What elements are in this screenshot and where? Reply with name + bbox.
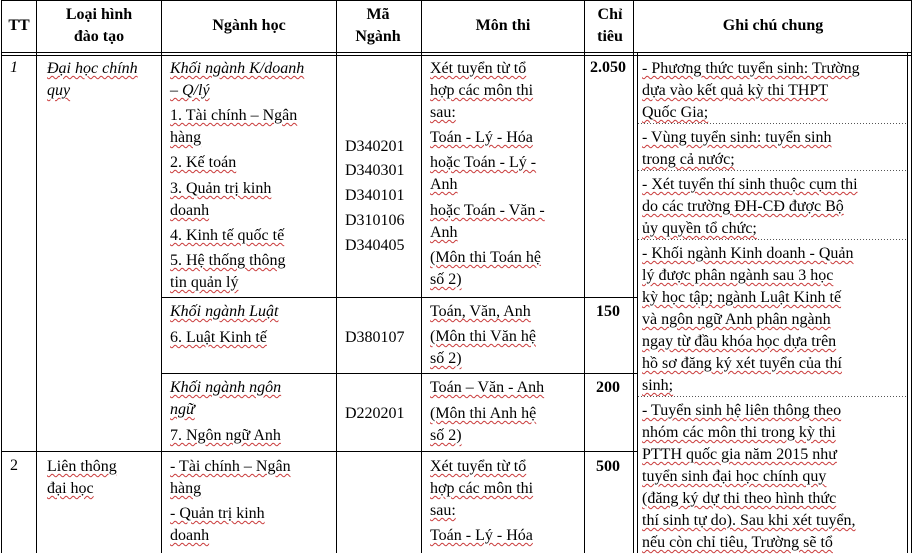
major-item-line: - Tài chính – Ngân [170, 458, 291, 475]
table-border-tt [36, 0, 37, 553]
mon-thi-line: Anh [430, 224, 458, 241]
ghi-chu-line: nhóm các môn thi trong kỳ thi [642, 424, 836, 441]
ghi-chu-line: - Tuyển sinh hệ liên thông theo [642, 402, 842, 419]
header-mon-thi: Môn thi [475, 17, 531, 34]
ghi-chu-line: kỳ học tập; ngành Luật Kinh tế [642, 289, 842, 306]
major-item-line: tin quản lý [170, 274, 239, 291]
ghi-chu-line: - Xét tuyển thí sinh thuộc cụm thi [642, 176, 858, 193]
major-item-line: 7. Ngôn ngữ Anh [170, 427, 281, 444]
ghi-chu-line: - Phương thức tuyển sinh: Trường [642, 60, 860, 77]
group-title-line: ngữ [170, 401, 195, 418]
ghi-chu-line: do các trường ĐH-CĐ được Bộ [642, 198, 844, 215]
group-title-line: Khối ngành K/doanh [170, 60, 305, 77]
table-border-chi-tieu-a [633, 0, 634, 553]
mon-thi-line: sau: [430, 104, 456, 121]
ma-nganh-code: D310106 [345, 212, 405, 229]
table-border-ma-nganh [421, 0, 422, 553]
mon-thi-line: Toán - Lý - Hóa [430, 527, 533, 544]
mon-thi-line: Toán - Lý - Hóa [430, 129, 533, 146]
mon-thi-line: Toán, Văn, Anh [430, 303, 531, 320]
header-ma-nganh: Mã Ngành [355, 6, 401, 45]
ghi-chu-line: dựa vào kết quả kỳ thi THPT [642, 82, 829, 99]
major-item-line: 2. Kế toán [170, 154, 237, 171]
ghi-chu-line: nếu còn chỉ tiêu, Trường sẽ tổ [642, 534, 833, 551]
ghi-chu-line: thí sinh tự do). Sau khi xét tuyển, [642, 512, 856, 529]
row-2-tt: 2 [10, 457, 18, 474]
ghi-chu-line: và ngôn ngữ Anh phân ngành [642, 311, 831, 328]
ma-nganh-code: D340405 [345, 237, 405, 254]
group-title-line: Khối ngành Luật [170, 303, 279, 320]
ma-nganh-code: D220201 [345, 405, 405, 422]
row-2-loai-hinh-line: Liên thông [47, 458, 117, 475]
major-item-line: hàng [170, 480, 202, 497]
ghi-chu-line: - Khối ngành Kinh doanh - Quản [642, 245, 854, 262]
table-border-right-inner [907, 52, 908, 553]
table-border-nganh-hoc [336, 0, 337, 553]
mon-thi-line: (Môn thi Anh hệ [430, 405, 537, 422]
header-bottom-border-2 [1, 55, 912, 56]
major-item-line: 3. Quản trị kinh [170, 180, 272, 197]
ma-nganh-code: D340101 [345, 187, 405, 204]
table-border-right [911, 0, 912, 553]
group-title-line: Khối ngành ngôn [170, 379, 282, 396]
mon-thi-line: sau: [430, 502, 456, 519]
header-ghi-chu: Ghi chú chung [722, 17, 824, 34]
mon-thi-line: hoặc Toán - Lý - [430, 154, 537, 171]
header-loai-hinh: Loại hình đào tạo [65, 6, 133, 45]
major-item-line: doanh [170, 202, 210, 219]
ghi-chu-line: lý được phân ngành sau 3 học [642, 267, 834, 284]
chi-tieu-value: 200 [596, 379, 620, 396]
row-1-tt: 1 [10, 59, 18, 76]
group-title-line: – Q/lý [170, 82, 210, 99]
ghi-chu-line: tuyển sinh đại học chính quy [642, 468, 827, 485]
ghi-chu-line: - Vùng tuyển sinh: tuyển sinh [642, 129, 832, 146]
table-border-loai-hinh [161, 0, 162, 553]
ma-nganh-code: D340201 [345, 138, 405, 155]
mon-thi-line: (Môn thi Văn hệ [430, 328, 536, 345]
mon-thi-line: Xét tuyển từ tổ [430, 458, 527, 475]
ghi-chu-line: ủy quyền tổ chức; [642, 220, 757, 237]
major-item-line: 5. Hệ thống thông [170, 252, 286, 269]
row-divider-luat [161, 297, 637, 298]
row-1-loai-hinh-line: quy [47, 82, 71, 99]
chi-tieu-value: 500 [596, 458, 620, 475]
header-bottom-border [1, 52, 912, 53]
row-2-loai-hinh-line: đại học [47, 480, 94, 497]
mon-thi-line: Xét tuyển từ tổ [430, 60, 527, 77]
major-item-line: 1. Tài chính – Ngân [170, 107, 298, 124]
ghi-chu-line: trong cả nước; [642, 151, 735, 168]
ghi-chu-line: ngay từ đầu khóa học dựa trên [642, 333, 837, 350]
mon-thi-line: Anh [430, 176, 458, 193]
row-divider-lien-thong [1, 451, 637, 452]
row-divider-ngon-ngu [161, 373, 637, 374]
major-item-line: - Quản trị kinh [170, 505, 265, 522]
ghi-chu-line: hồ sơ đăng ký xét tuyển của thí [642, 355, 842, 372]
mon-thi-line: hoặc Toán - Văn - [430, 202, 545, 219]
header-nganh-hoc: Ngành học [212, 17, 286, 34]
ghi-chu-line: (đăng ký dự thi theo hình thức [642, 490, 837, 507]
ghi-chu-separator [638, 123, 907, 124]
row-1-loai-hinh-line: Đại học chính [47, 60, 138, 77]
ghi-chu-line: sinh; [642, 377, 674, 394]
ghi-chu-line: Quốc Gia; [642, 104, 709, 121]
table-border-mon-thi [584, 0, 585, 553]
ghi-chu-separator [638, 239, 907, 240]
chi-tieu-value: 150 [596, 303, 620, 320]
mon-thi-line: Toán – Văn - Anh [430, 379, 545, 396]
mon-thi-line: hợp các môn thi [430, 82, 534, 99]
table-border-chi-tieu-b [637, 52, 638, 553]
mon-thi-line: số 2) [430, 427, 462, 444]
mon-thi-line: hợp các môn thi [430, 480, 534, 497]
mon-thi-line: (Môn thi Toán hệ [430, 249, 542, 266]
major-item-line: doanh [170, 527, 210, 544]
table-border-top [1, 0, 912, 1]
major-item-line: 6. Luật Kinh tế [170, 329, 267, 346]
header-tt: TT [8, 17, 30, 34]
ghi-chu-separator [638, 170, 907, 171]
mon-thi-line: số 2) [430, 350, 462, 367]
header-chi-tieu: Chỉ tiêu [597, 6, 623, 45]
chi-tieu-value: 2.050 [590, 59, 626, 76]
major-item-line: 4. Kinh tế quốc tế [170, 227, 285, 244]
ghi-chu-separator [638, 396, 907, 397]
mon-thi-line: số 2) [430, 271, 462, 288]
ghi-chu-line: PTTH quốc gia năm 2015 như [642, 446, 837, 463]
major-item-line: hàng [170, 129, 202, 146]
ma-nganh-code: D380107 [345, 329, 405, 346]
ma-nganh-code: D340301 [345, 162, 405, 179]
table-border-left [1, 0, 2, 553]
